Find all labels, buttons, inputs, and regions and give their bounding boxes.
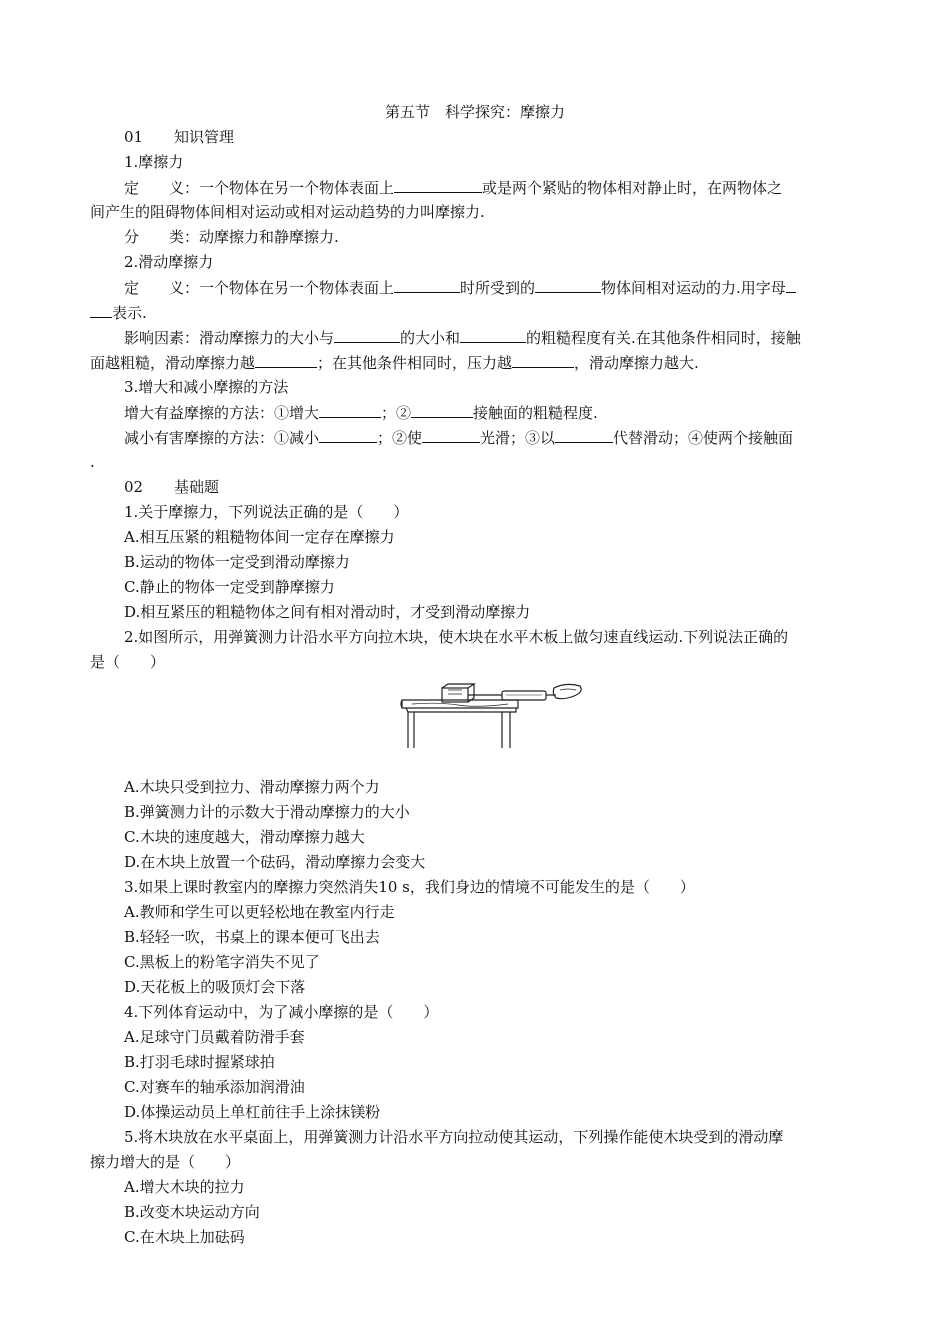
knowledge-heading-2: 2.滑动摩擦力 (124, 253, 214, 271)
question-4-stem: 4.下列体育运动中，为了减小摩擦的是（ ） (124, 1003, 439, 1021)
fill-blank[interactable] (334, 327, 400, 343)
question-5-option-c[interactable]: C.在木块上加砝码 (124, 1228, 245, 1246)
page-title: 第五节 科学探究：摩擦力 (384, 103, 565, 121)
fill-blank[interactable] (90, 302, 112, 318)
fill-blank[interactable] (555, 427, 613, 443)
sliding-friction-definition: 定 义：一个物体在另一个物体表面上 时所受到的 物体间相对运动的力.用字母 (124, 277, 796, 298)
question-2-stem: 2.如图所示，用弹簧测力计沿水平方向拉木块，使木块在水平木板上做匀速直线运动.下列说法正确的 (124, 628, 789, 646)
question-3-option-a[interactable]: A.教师和学生可以更轻松地在教室内行走 (124, 903, 395, 921)
influencing-factors-cont: 面越粗糙，滑动摩擦力越 ；在其他条件相同时，压力越 ，滑动摩擦力越大. (90, 354, 699, 372)
fill-blank[interactable] (319, 427, 377, 443)
friction-definition: 定 义：一个物体在另一个物体表面上 或是两个紧贴的物体相对静止时，在两物体之 (124, 179, 783, 197)
board-top (402, 700, 518, 708)
fill-blank[interactable] (535, 277, 601, 293)
section-label: 基础题 (174, 478, 220, 496)
question-1-stem: 1.关于摩擦力，下列说法正确的是（ ） (124, 503, 409, 521)
table-leg-right (502, 712, 510, 748)
fill-blank[interactable] (394, 277, 460, 293)
question-3-option-b[interactable]: B.轻轻一吹，书桌上的课本便可飞出去 (124, 928, 380, 946)
question-5-stem-cont: 擦力增大的是（ ） (90, 1153, 241, 1171)
question-4-option-d[interactable]: D.体操运动员上单杠前往手上涂抹镁粉 (124, 1103, 381, 1121)
decrease-friction-methods: 减小有害摩擦的方法：①减小 ；②使 光滑；③以 代替滑动；④使两个接触面 (124, 429, 794, 447)
question-2-option-c[interactable]: C.木块的速度越大，滑动摩擦力越大 (124, 828, 365, 846)
question-1-option-b[interactable]: B.运动的物体一定受到滑动摩擦力 (124, 553, 350, 571)
fill-blank[interactable] (512, 352, 574, 368)
question-5-stem: 5.将木块放在水平桌面上，用弹簧测力计沿水平方向拉动使其运动，下列操作能使木块受到的滑动摩 (124, 1128, 784, 1146)
knowledge-heading-3: 3.增大和减小摩擦的方法 (124, 378, 289, 396)
fill-blank[interactable] (319, 402, 381, 418)
friction-definition-cont: 间产生的阻碍物体间相对运动或相对运动趋势的力叫摩擦力. (90, 203, 485, 221)
sliding-friction-definition-cont: 表示. (90, 302, 147, 323)
question-2-option-a[interactable]: A.木块只受到拉力、滑动摩擦力两个力 (124, 778, 380, 796)
section-number: 02 (124, 478, 144, 496)
question-3-option-c[interactable]: C.黑板上的粉笔字消失不见了 (124, 953, 320, 971)
decrease-friction-methods-cont: . (90, 453, 95, 471)
spring-scale-wood-block-figure (398, 678, 588, 748)
fill-blank[interactable] (422, 427, 480, 443)
spring-scale (502, 691, 546, 700)
hand (553, 684, 581, 698)
section-header-knowledge (124, 127, 234, 147)
question-1-option-a[interactable]: A.相互压紧的粗糙物体间一定存在摩擦力 (124, 528, 395, 546)
question-3-stem: 3.如果上课时教室内的摩擦力突然消失10 s，我们身边的情境不可能发生的是（ ） (124, 878, 695, 896)
knowledge-heading-1: 1.摩擦力 (124, 153, 184, 171)
section-number: 01 (124, 128, 144, 146)
fill-blank[interactable] (786, 277, 796, 293)
question-4-option-b[interactable]: B.打羽毛球时握紧球拍 (124, 1053, 275, 1071)
fill-blank[interactable] (460, 327, 526, 343)
section-header-basics (124, 477, 219, 497)
table-leg-left (408, 712, 414, 748)
fill-blank[interactable] (411, 402, 473, 418)
question-1-option-c[interactable]: C.静止的物体一定受到静摩擦力 (124, 578, 335, 596)
fill-blank[interactable] (255, 352, 317, 368)
question-5-option-a[interactable]: A.增大木块的拉力 (124, 1178, 245, 1196)
friction-classification: 分 类：动摩擦力和静摩擦力. (124, 228, 339, 246)
influencing-factors: 影响因素：滑动摩擦力的大小与 的大小和 的粗糙程度有关.在其他条件相同时，接触 (124, 329, 801, 347)
question-4-option-c[interactable]: C.对赛车的轴承添加润滑油 (124, 1078, 305, 1096)
section-label: 知识管理 (174, 128, 235, 146)
fill-blank[interactable] (394, 177, 482, 193)
question-3-option-d[interactable]: D.天花板上的吸顶灯会下落 (124, 978, 306, 996)
question-5-option-b[interactable]: B.改变木块运动方向 (124, 1203, 260, 1221)
question-2-stem-cont: 是（ ） (90, 653, 166, 671)
increase-friction-methods: 增大有益摩擦的方法：①增大 ；② 接触面的粗糙程度. (124, 404, 598, 422)
question-1-option-d[interactable]: D.相互紧压的粗糙物体之间有相对滑动时，才受到滑动摩擦力 (124, 603, 531, 621)
question-4-option-a[interactable]: A.足球守门员戴着防滑手套 (124, 1028, 305, 1046)
question-2-option-b[interactable]: B.弹簧测力计的示数大于滑动摩擦力的大小 (124, 803, 410, 821)
question-2-option-d[interactable]: D.在木块上放置一个砝码，滑动摩擦力会变大 (124, 853, 426, 871)
